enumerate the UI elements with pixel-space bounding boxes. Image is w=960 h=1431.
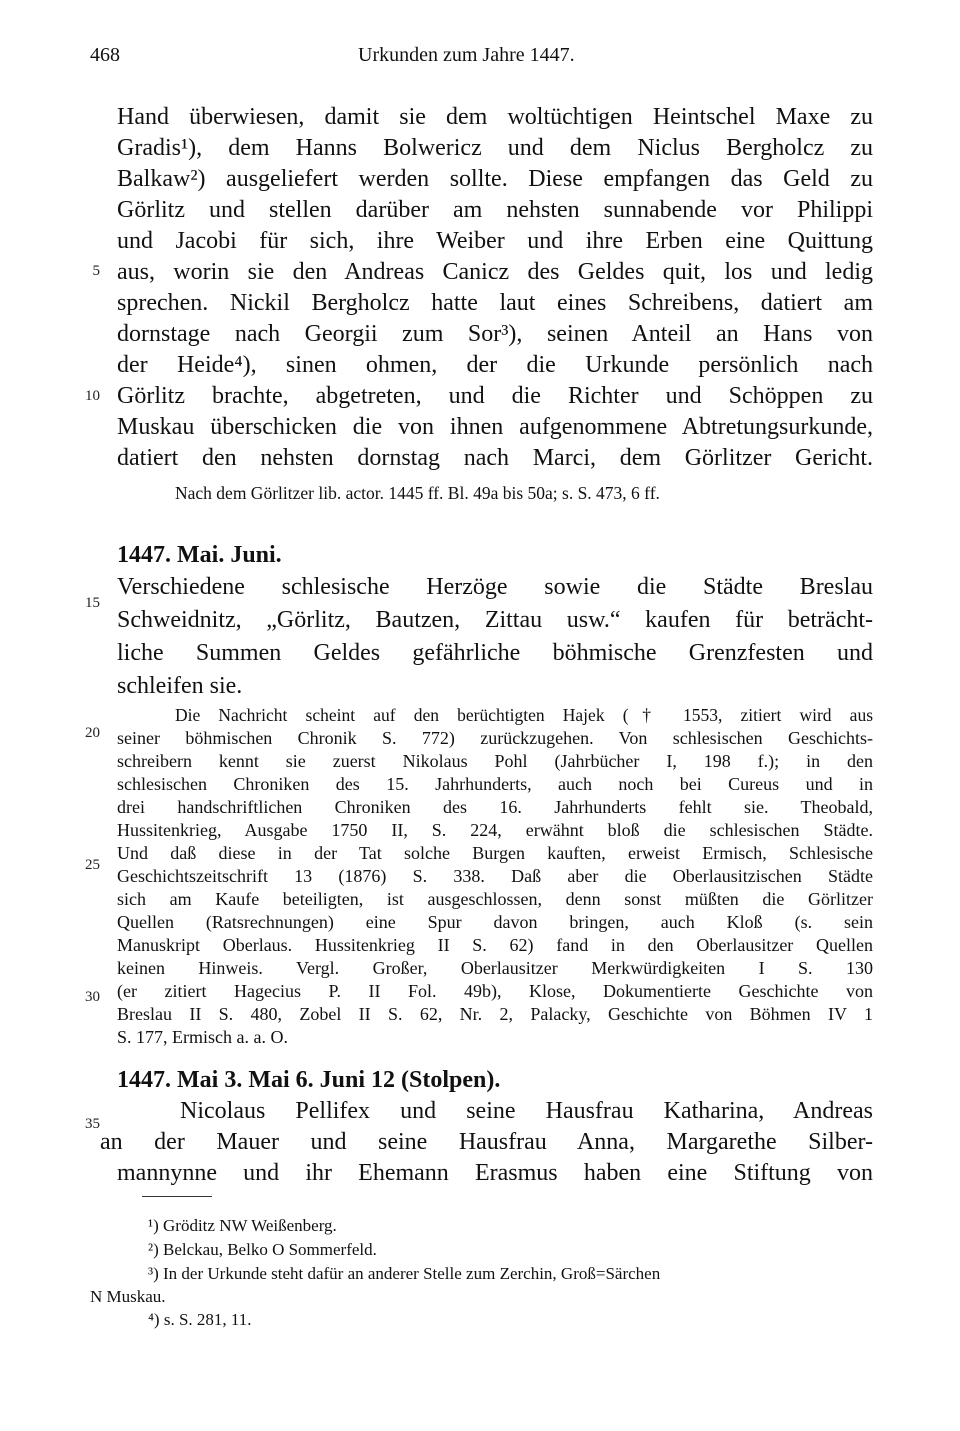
section-2-heading: 1447. Mai. Juni. [117, 542, 282, 568]
line-number: 5 [92, 263, 100, 279]
body-line: datiert den nehsten dornstag nach Marci, dem Görlitzer Gericht. [117, 445, 873, 471]
note-line: Geschichtszeitschrift 13 (1876) S. 338. Daß aber die Oberlausitzischen Städte [117, 866, 873, 886]
body-line: Schweidnitz, „Görlitz, Bautzen, Zittau usw.“ kaufen für beträcht- [117, 607, 873, 633]
body-line: Verschiedene schlesische Herzöge sowie die Städte Breslau [117, 574, 873, 600]
body-line: Gradis¹), dem Hanns Bolwericz und dem Niclus Bergholcz zu [117, 135, 873, 161]
page-number: 468 [90, 44, 120, 66]
note-line: schreibern kennt sie zuerst Nikolaus Pohl (Jahrbücher I, 198 f.); in den [117, 751, 873, 771]
note-line: drei handschriftlichen Chroniken des 16. Jahrhunderts fehlt sie. Theobald, [117, 797, 873, 817]
body-line: schleifen sie. [117, 673, 243, 699]
note-line: keinen Hinweis. Vergl. Großer, Oberlausitzer Merkwürdigkeiten I S. 130 [117, 958, 873, 978]
line-number: 35 [85, 1116, 100, 1132]
note-line: Die Nachricht scheint auf den berüchtigten Hajek († 1553, zitiert wird aus [175, 705, 873, 725]
line-number: 10 [85, 388, 100, 404]
note-line: Breslau II S. 480, Zobel II S. 62, Nr. 2, Palacky, Geschichte von Böhmen IV 1 [117, 1004, 873, 1024]
line-number: 30 [85, 989, 100, 1005]
note-line: S. 177, Ermisch a. a. O. [117, 1027, 288, 1047]
body-line: sprechen. Nickil Bergholcz hatte laut eines Schreibens, datiert am [117, 290, 873, 316]
body-line: Nicolaus Pellifex und seine Hausfrau Katharina, Andreas [180, 1098, 873, 1124]
footnote-divider [142, 1196, 212, 1197]
body-line: Muskau überschicken die von ihnen aufgenommene Abtretungsurkunde, [117, 414, 873, 440]
body-line: mannynne und ihr Ehemann Erasmus haben eine Stiftung von [117, 1160, 873, 1186]
note-line: sich am Kaufe beteiligten, ist ausgeschlossen, denn sonst müßten die Görlitzer [117, 889, 873, 909]
note-line: Und daß diese in der Tat solche Burgen kauften, erweist Ermisch, Schlesische [117, 843, 873, 863]
body-line: Görlitz brachte, abgetreten, und die Richter und Schöppen zu [117, 383, 873, 409]
note-line: Quellen (Ratsrechnungen) eine Spur davon bringen, auch Kloß (s. sein [117, 912, 873, 932]
body-line: Balkaw²) ausgeliefert werden sollte. Diese empfangen das Geld zu [117, 166, 873, 192]
source-note: Nach dem Görlitzer lib. actor. 1445 ff. Bl. 49a bis 50a; s. S. 473, 6 ff. [175, 483, 660, 503]
body-line: liche Summen Geldes gefährliche böhmische Grenzfesten und [117, 640, 873, 666]
page-header [90, 44, 880, 80]
note-line: schlesischen Chroniken des 15. Jahrhunderts, auch noch bei Cureus und in [117, 774, 873, 794]
note-line: (er zitiert Hagecius P. II Fol. 49b), Klose, Dokumentierte Geschichte von [117, 981, 873, 1001]
body-line: Hand überwiesen, damit sie dem woltüchtigen Heintschel Maxe zu [117, 104, 873, 130]
body-line: an der Mauer und seine Hausfrau Anna, Margarethe Silber- [100, 1129, 873, 1155]
line-number: 25 [85, 857, 100, 873]
body-line: Görlitz und stellen darüber am nehsten sunnabende vor Philippi [117, 197, 873, 223]
note-line: Hussitenkrieg, Ausgabe 1750 II, S. 224, erwähnt bloß die schlesischen Städte. [117, 820, 873, 840]
note-line: seiner böhmischen Chronik S. 772) zurückzugehen. Von schlesischen Geschichts- [117, 728, 873, 748]
body-line: dornstage nach Georgii zum Sor³), seinen Anteil an Hans von [117, 321, 873, 347]
footnote: ³) In der Urkunde steht dafür an anderer Stelle zum Zerchin, Groß=Särchen [148, 1264, 661, 1283]
body-line: der Heide⁴), sinen ohmen, der die Urkunde persönlich nach [117, 352, 873, 378]
footnote: ¹) Gröditz NW Weißenberg. [148, 1216, 337, 1235]
section-3-heading: 1447. Mai 3. Mai 6. Juni 12 (Stolpen). [117, 1067, 501, 1093]
body-line: aus, worin sie den Andreas Canicz des Geldes quit, los und ledig [117, 259, 873, 285]
line-number: 20 [85, 725, 100, 741]
running-title: Urkunden zum Jahre 1447. [358, 44, 575, 66]
line-number: 15 [85, 595, 100, 611]
note-line: Manuskript Oberlaus. Hussitenkrieg II S. 62) fand in den Oberlausitzer Quellen [117, 935, 873, 955]
body-line: und Jacobi für sich, ihre Weiber und ihre Erben eine Quittung [117, 228, 873, 254]
footnote: ⁴) s. S. 281, 11. [148, 1310, 252, 1329]
footnote: N Muskau. [90, 1287, 166, 1306]
footnote: ²) Belckau, Belko O Sommerfeld. [148, 1240, 377, 1259]
